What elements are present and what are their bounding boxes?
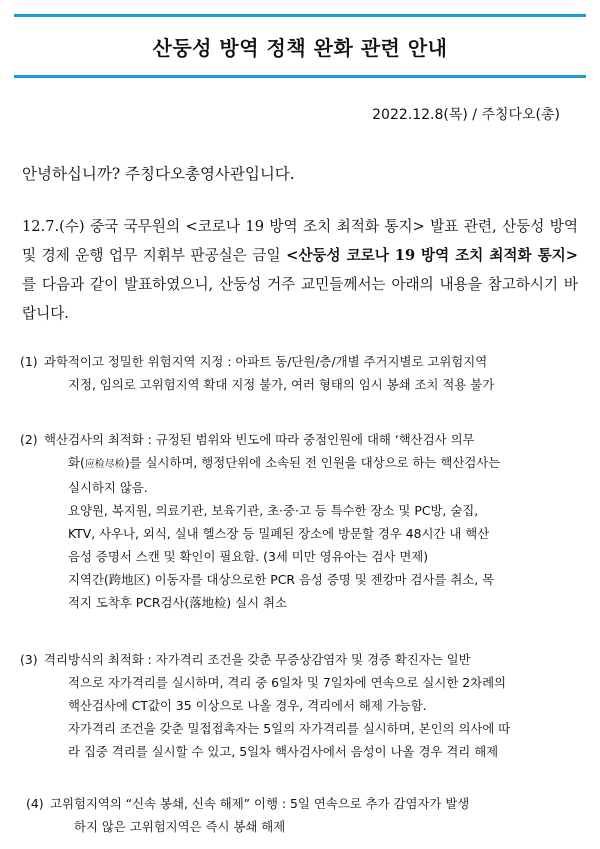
item-number: (1) — [20, 354, 38, 369]
item-line: 요양원, 복지원, 의료기관, 보육기관, 초·중·고 등 특수한 장소 및 PC방, 술집, — [68, 503, 479, 518]
list-item-1 — [20, 350, 580, 396]
item-number: (3) — [20, 652, 38, 667]
item-line: 라 집중 격리를 실시할 수 있고, 5일차 핵사검사에서 음성이 나올 경우 격리 해제 — [68, 744, 499, 759]
title-bottom-rule — [14, 75, 586, 78]
item-line: 고위험지역의 “신속 봉쇄, 신속 해제” 이행 : 5일 연속으로 추가 감염자가 발생 — [50, 796, 470, 811]
item-line: 과학적이고 정밀한 위험지역 지정 : 아파트 동/단원/층/개별 주거지별로 고위험지역 — [44, 354, 488, 369]
item-line: 음성 증명서 스캔 및 확인이 필요함. (3세 미만 영유아는 검사 면제) — [68, 549, 429, 564]
item-line: 지역간(跨地区) 이동자를 대상으로한 PCR 음성 증명 및 젠캉마 검사를 취소, 목 — [68, 572, 495, 587]
intro-paragraph — [22, 212, 578, 328]
list-item-4 — [26, 792, 586, 838]
item-line: 지정, 임의로 고위험지역 확대 지정 불가, 여러 형태의 임시 봉쇄 조치 적용 불가 — [68, 377, 495, 392]
intro-text-2: 를 다음과 같이 발표하였으니, 산둥성 거주 교민들께서는 아래의 내용을 참고하시기 바랍니다. — [22, 276, 578, 322]
item-line-part: )를 실시하며, 행정단위에 소속된 전 인원을 대상으로 하는 핵산검사는 — [124, 455, 501, 470]
item-line: 실시하지 않음. — [68, 480, 148, 495]
item-number: (2) — [20, 432, 38, 447]
item-line: 적지 도착후 PCR검사(落地检) 실시 취소 — [68, 595, 287, 610]
item-line: 적으로 자가격리를 실시하며, 격리 중 6일차 및 7일차에 연속으로 실시한 2차례의 — [68, 675, 507, 690]
intro-text-1: 12.7.(수) 중국 국무원의 <코로나 19 방역 조치 최적화 통지> 발표 관련, 산둥성 방역 및 경제 운행 업무 지휘부 판공실은 금일 — [22, 218, 578, 264]
intro-bold-notice: <산둥성 코로나 19 방역 조치 최적화 통지> — [286, 247, 578, 264]
item-line-chinese-term: 应检尽检 — [84, 459, 125, 470]
greeting: 안녕하십니까? 주칭다오총영사관입니다. — [22, 165, 295, 183]
item-line: 핵산검사의 최적화 : 규정된 범위와 빈도에 따라 중점인원에 대해 ‘핵산검사 의무 — [44, 432, 475, 447]
item-number: (4) — [26, 796, 44, 811]
list-item-3 — [20, 648, 580, 763]
item-line: 자가격리 조건을 갖춘 밀접접촉자는 5일의 자가격리를 실시하며, 본인의 의사에 따 — [68, 721, 511, 736]
list-item-2 — [20, 428, 580, 614]
item-line-part: 화( — [68, 455, 85, 470]
item-line: 핵산검사에 CT값이 35 이상으로 나올 경우, 격리에서 해제 가능함. — [68, 698, 427, 713]
item-line: KTV, 사우나, 외식, 실내 헬스장 등 밀폐된 장소에 방문할 경우 48시간 내 핵산 — [68, 526, 490, 541]
item-line — [44, 451, 580, 476]
item-line: 격리방식의 최적화 : 자가격리 조건을 갖춘 무증상감염자 및 경증 확진자는 일반 — [44, 652, 471, 667]
item-line: 하지 않은 고위험지역은 즉시 봉쇄 해제 — [74, 819, 286, 834]
title-banner — [14, 14, 586, 78]
title-top-rule — [14, 14, 586, 17]
dateline: 2022.12.8(목) / 주칭다오(총) — [372, 107, 560, 123]
page-title: 산둥성 방역 정책 완화 관련 안내 — [152, 36, 448, 60]
